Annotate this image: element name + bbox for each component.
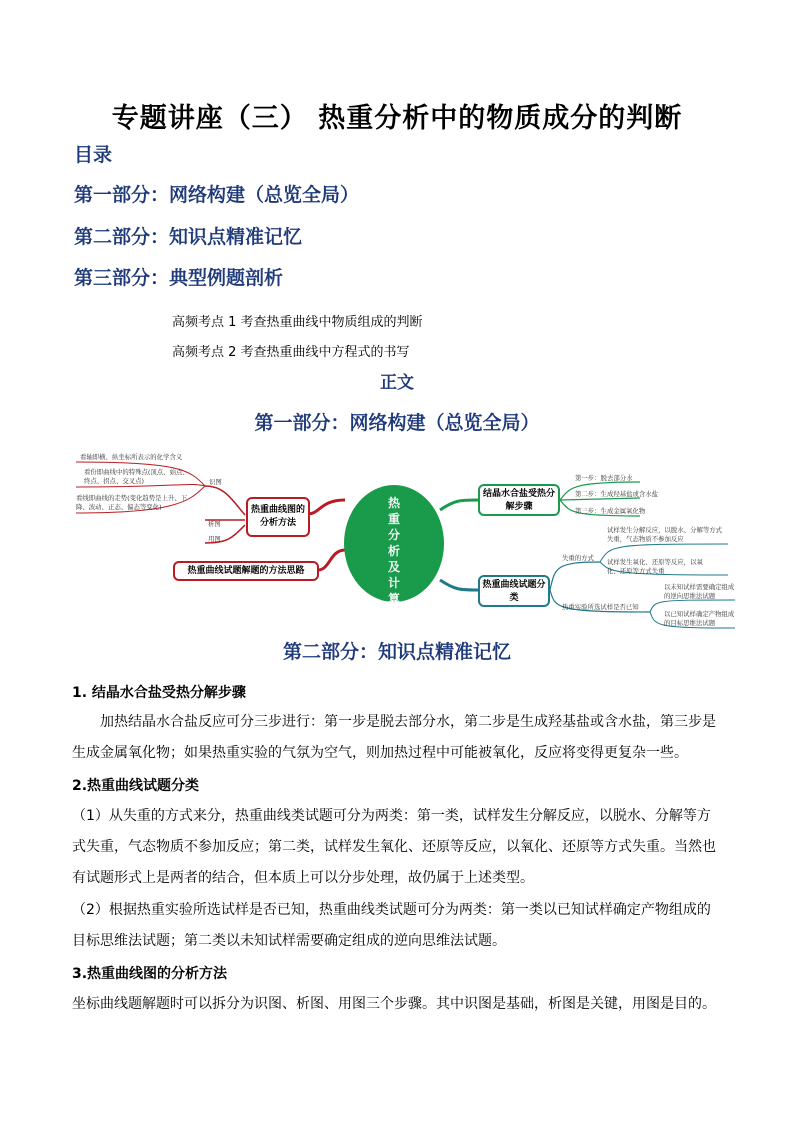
mind-map-step-1: 第一步：脱去部分水 <box>575 474 633 482</box>
mind-map-leaf-unknown: 以未知试样需要确定组成的逆向思维法试题 <box>664 583 735 600</box>
mind-map-center-label: 热重分析及计算 <box>387 496 400 606</box>
section-2-paragraph-2: （2）根据热重实验所选试样是否已知，热重曲线类试题可分为两类：第一类以已知试样确定产物组成的目标思维法试题；第二类以未知试样需要确定组成的逆向思维法试题。 <box>72 902 711 949</box>
section-3-paragraph: 坐标曲线题解题时可以拆分为识图、析图、用图三个步骤。其中识图是基础，析图是关键，用图是目的。 <box>72 996 716 1012</box>
section-2-heading: 2.热重曲线试题分类 <box>72 778 200 794</box>
toc-item-part1[interactable]: 第一部分：网络构建（总览全局） <box>74 184 360 206</box>
mind-map-leaf-known: 以已知试样确定产物组成的目标思维法试题 <box>664 610 735 627</box>
toc-heading: 目录 <box>74 144 113 166</box>
part1-heading: 第一部分：网络构建（总览全局） <box>254 412 540 434</box>
mind-map-left-node: 热重曲线图的分析方法 <box>246 497 310 537</box>
mind-map <box>0 440 794 640</box>
mind-map-right-top-node: 结晶水合盐受热分解步骤 <box>478 484 560 516</box>
mind-map-step-2: 第二步：生成羟基盐或含水盐 <box>575 490 659 498</box>
mind-map-step-3: 第三步：生成金属氧化物 <box>575 507 646 515</box>
toc-item-part2[interactable]: 第二部分：知识点精准记忆 <box>74 226 303 248</box>
mind-map-branch-loss-mode: 失重的方式 <box>562 554 594 562</box>
mind-map-right-bottom-node: 热重曲线试题分类 <box>478 575 550 607</box>
mind-map-branch-sample-known: 热重实验所选试样是否已知 <box>562 603 639 611</box>
section-1-heading: 1. 结晶水合盐受热分解步骤 <box>72 685 246 701</box>
section-1-paragraph: 加热结晶水合盐反应可分三步进行：第一步是脱去部分水，第二步是生成羟基盐或含水盐，第三步是生成金属氧化物；如果热重实验的气氛为空气，则加热过程中可能被氧化，反应将变得更复杂一些。 <box>72 714 716 761</box>
section-2-paragraph-1: （1）从失重的方式来分，热重曲线类试题可分为两类：第一类，试样发生分解反应，以脱水、分解等方式失重，气态物质不参加反应；第二类，试样发生氧化、还原等反应，以氧化、还原等方式失重。当然也有试题形式上是两者的结合，但本质上可以分步处理，故仍属于上述类型。 <box>72 808 716 886</box>
part2-heading: 第二部分：知识点精准记忆 <box>282 641 511 663</box>
mind-map-leaf-redox: 试样发生氧化、还原等反应，以氧化、还原等方式失重 <box>607 558 703 575</box>
mind-map-branch-analyze: 析图 <box>208 520 221 528</box>
mind-map-branch-use: 用图 <box>208 535 221 543</box>
toc-subitem-1[interactable]: 高频考点 1 考查热重曲线中物质组成的判断 <box>172 315 423 330</box>
mind-map-leaf-points: 看份即曲线中的特殊点(顶点、始点、终点、拐点、交叉点) <box>84 468 189 485</box>
mind-map-left-bottom-node: 热重曲线试题解题的方法思路 <box>173 561 319 581</box>
document-title: 专题讲座（三） 热重分析中的物质成分的判断 <box>111 103 683 134</box>
toc-item-part3[interactable]: 第三部分：典型例题剖析 <box>74 267 284 289</box>
section-3-heading: 3.热重曲线图的分析方法 <box>72 966 228 982</box>
mind-map-leaf-decomp: 试样发生分解反应，以脱水、分解等方式失重，气态物质不参加反应 <box>607 526 723 543</box>
mind-map-leaf-axis: 看轴即横、纵坐标所表示的化学含义 <box>80 453 183 461</box>
mind-map-branch-identify: 识图 <box>209 478 222 486</box>
body-heading: 正文 <box>380 373 414 393</box>
mind-map-leaf-trend: 看线即曲线的走势(变化趋势是上升、下降、波动、正态、偏态等变化) <box>76 494 188 511</box>
toc-subitem-2[interactable]: 高频考点 2 考查热重曲线中方程式的书写 <box>172 345 410 360</box>
mind-map-center-circle <box>344 485 444 606</box>
